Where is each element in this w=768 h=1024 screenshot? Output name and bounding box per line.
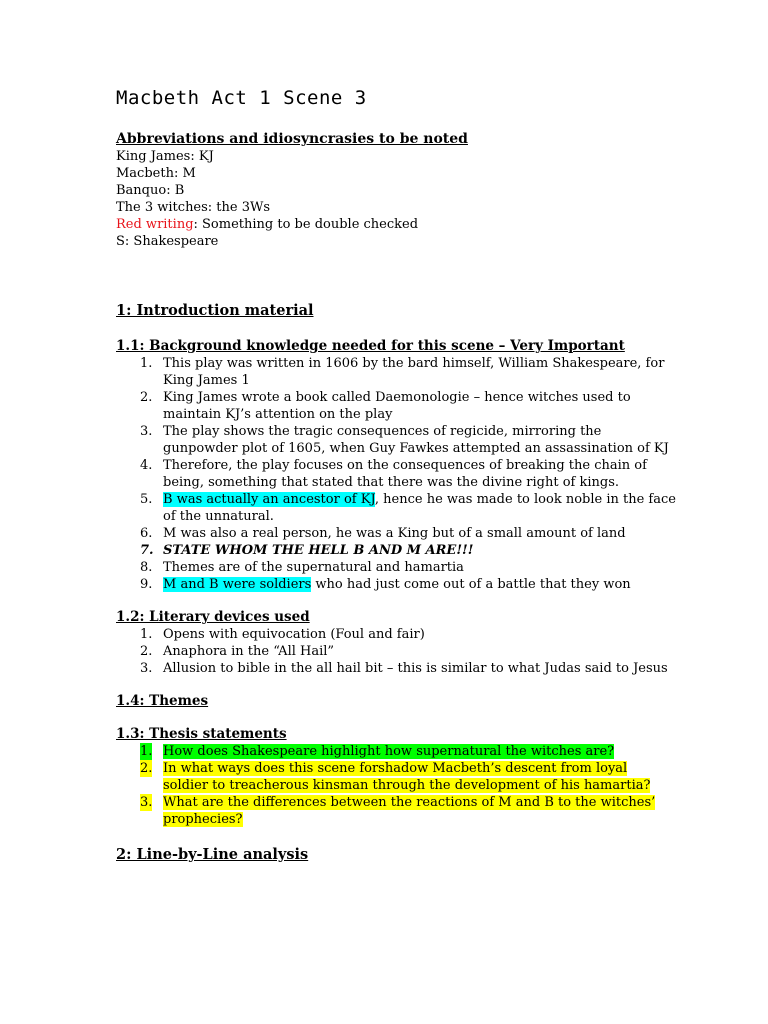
section-2-heading: 2: Line-by-Line analysis — [116, 846, 309, 863]
red-writing-desc: : Something to be double checked — [193, 217, 419, 232]
section-1-3-heading: 1.3: Thesis statements — [116, 726, 287, 742]
cyan-highlight: B was actually an ancestor of KJ — [163, 492, 375, 507]
list-item: 9. M and B were soldiers who had just come out of a battle that they won — [140, 577, 631, 592]
emphasis-note: STATE WHOM THE HELL B AND M ARE!!! — [163, 543, 474, 558]
list-item: 6. M was also a real person, he was a King but of a small amount of land — [140, 526, 626, 541]
abbrev-line: Banquo: B — [116, 183, 185, 198]
list-item: 3. The play shows the tragic consequences of regicide, mirroring the gunpowder plot of 1605, when Guy Fawkes attempted an assassination of KJ — [140, 424, 669, 456]
section-1-heading: 1: Introduction material — [116, 302, 314, 319]
list-item: 2. Anaphora in the “All Hail” — [140, 644, 335, 659]
background-list — [116, 355, 676, 593]
list-item: 1. How does Shakespeare highlight how supernatural the witches are? — [140, 744, 615, 759]
yellow-highlight: What are the differences between the reactions of M and B to the witches’ prophecies? — [163, 795, 656, 827]
abbrev-line: The 3 witches: the 3Ws — [116, 200, 271, 215]
literary-devices-list — [116, 626, 676, 677]
abbreviations-heading: Abbreviations and idiosyncrasies to be noted — [116, 131, 468, 147]
green-highlight: How does Shakespeare highlight how supernatural the witches are? — [163, 744, 615, 759]
abbrev-line: King James: KJ — [116, 149, 214, 164]
document-title: Macbeth Act 1 Scene 3 — [116, 87, 367, 109]
section-1-4-heading: 1.4: Themes — [116, 693, 209, 709]
abbrev-line: Macbeth: M — [116, 166, 196, 181]
list-item: 1. This play was written in 1606 by the bard himself, William Shakespeare, for King James 1 — [140, 356, 665, 388]
list-item: 4. Therefore, the play focuses on the consequences of breaking the chain of being, something that stated that there was the divine right of kings. — [140, 458, 647, 490]
list-item: 1. Opens with equivocation (Foul and fair) — [140, 627, 425, 642]
section-1-2-heading: 1.2: Literary devices used — [116, 609, 310, 625]
list-item: 8. Themes are of the supernatural and hamartia — [140, 560, 464, 575]
thesis-list — [116, 743, 676, 828]
cyan-highlight: M and B were soldiers — [163, 577, 312, 592]
list-item: 2. King James wrote a book called Daemonologie – hence witches used to maintain KJ’s attention on the play — [140, 390, 631, 422]
list-item: 3. Allusion to bible in the all hail bit – this is similar to what Judas said to Jesus — [140, 661, 668, 676]
list-item: 3. What are the differences between the reactions of M and B to the witches’ prophecies? — [140, 795, 656, 827]
list-item: 2. In what ways does this scene forshadow Macbeth’s descent from loyal soldier to treacherous kinsman through the development of his hamartia? — [140, 761, 651, 793]
list-item: 7. STATE WHOM THE HELL B AND M ARE!!! — [140, 543, 474, 558]
red-writing-label: Red writing — [116, 217, 194, 232]
list-item: 5. B was actually an ancestor of KJ, hence he was made to look noble in the face of the unnatural. — [140, 492, 676, 524]
section-1-1-heading: 1.1: Background knowledge needed for this scene – Very Important — [116, 338, 625, 354]
abbrev-line: S: Shakespeare — [116, 234, 219, 249]
yellow-highlight: In what ways does this scene forshadow Macbeth’s descent from loyal soldier to treacherous kinsman through the development of his hamartia? — [163, 761, 651, 793]
abbrev-line-red — [116, 216, 676, 233]
